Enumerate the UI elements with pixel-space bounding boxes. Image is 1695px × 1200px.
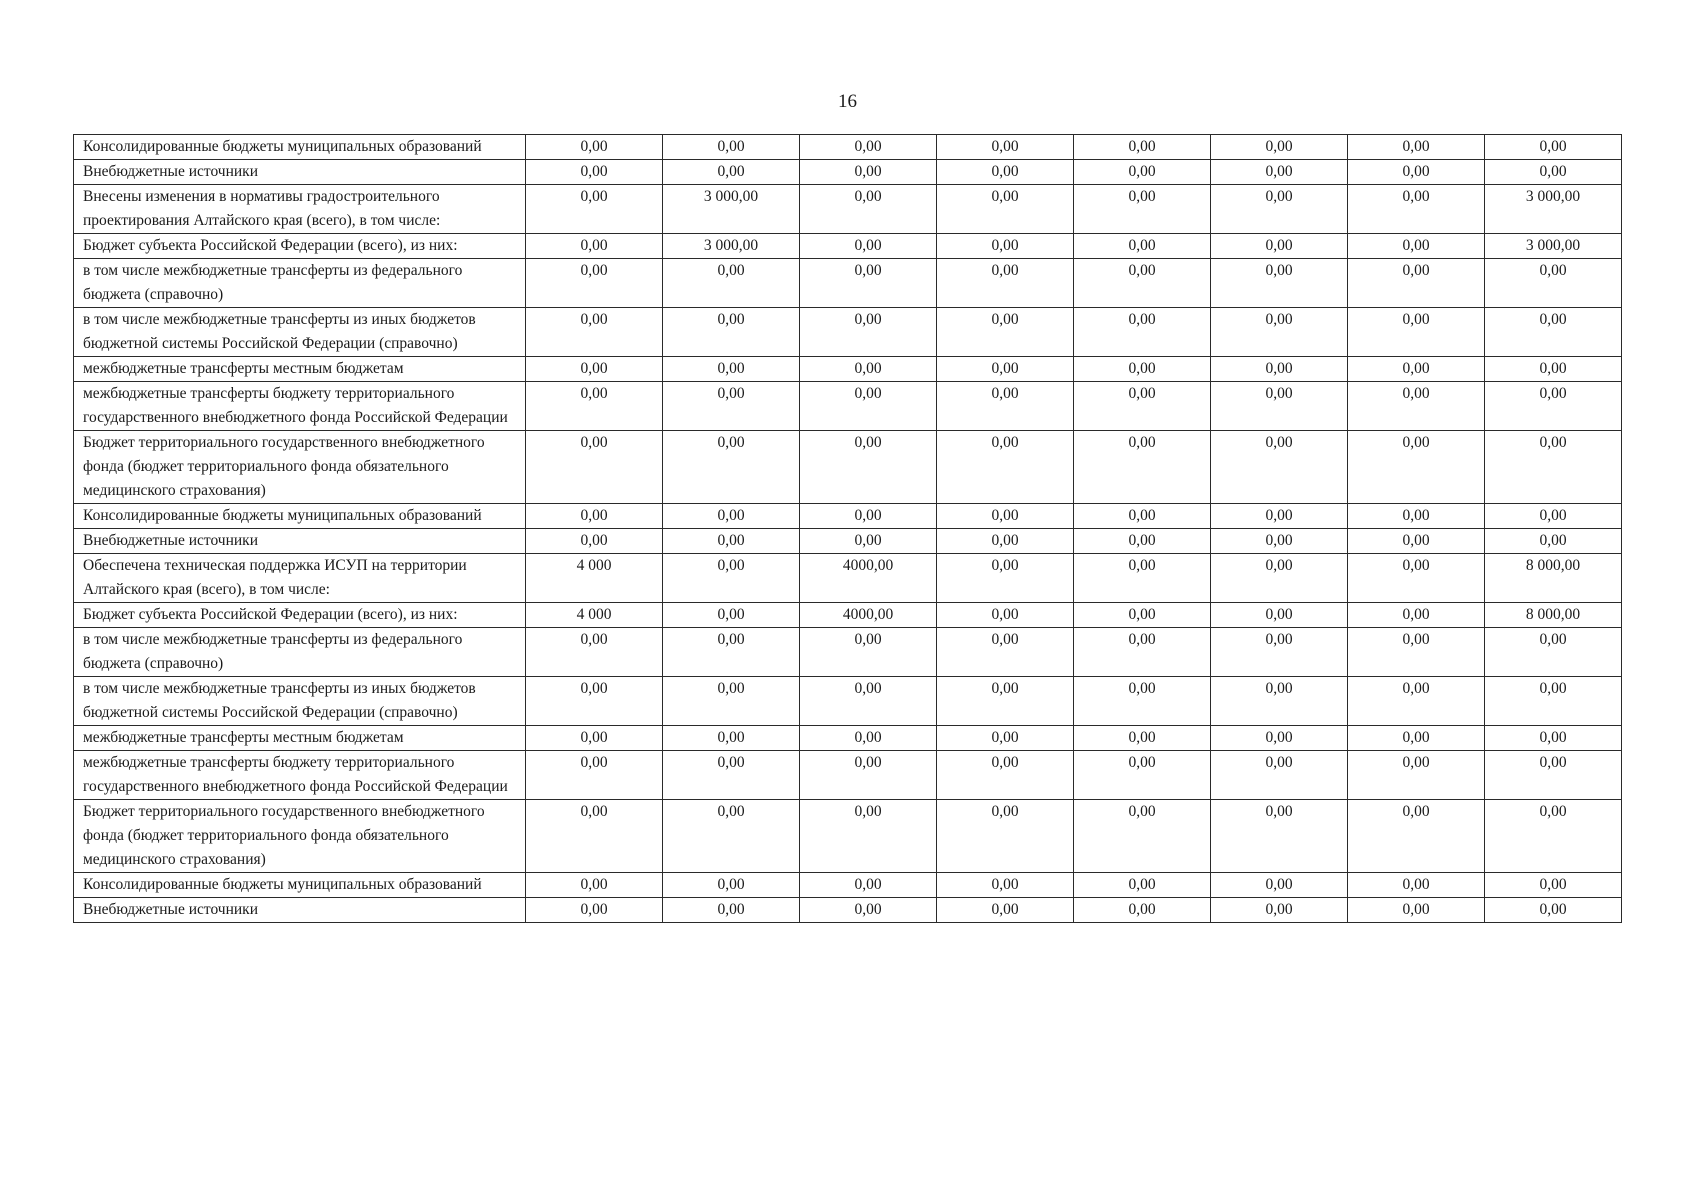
value-cell: 0,00 <box>1074 873 1211 898</box>
value-cell: 0,00 <box>1485 308 1622 357</box>
value-cell: 3 000,00 <box>1485 185 1622 234</box>
table-row <box>74 185 1622 234</box>
value-cell: 0,00 <box>937 529 1074 554</box>
value-cell: 0,00 <box>937 751 1074 800</box>
value-cell: 0,00 <box>526 160 663 185</box>
row-label: Внебюджетные источники <box>74 160 526 185</box>
value-cell: 0,00 <box>937 504 1074 529</box>
value-cell: 0,00 <box>1074 308 1211 357</box>
value-cell: 0,00 <box>1074 185 1211 234</box>
value-cell: 0,00 <box>1211 554 1348 603</box>
value-cell: 0,00 <box>1348 160 1485 185</box>
value-cell: 0,00 <box>526 135 663 160</box>
value-cell: 0,00 <box>663 726 800 751</box>
value-cell: 0,00 <box>937 259 1074 308</box>
value-cell: 0,00 <box>1348 135 1485 160</box>
value-cell: 0,00 <box>937 873 1074 898</box>
value-cell: 0,00 <box>1348 185 1485 234</box>
value-cell: 0,00 <box>800 751 937 800</box>
row-label: Консолидированные бюджеты муниципальных образований <box>74 504 526 529</box>
value-cell: 0,00 <box>800 873 937 898</box>
value-cell: 0,00 <box>937 160 1074 185</box>
value-cell: 0,00 <box>1485 431 1622 504</box>
value-cell: 0,00 <box>1211 135 1348 160</box>
value-cell: 0,00 <box>1485 677 1622 726</box>
table-row <box>74 554 1622 603</box>
value-cell: 0,00 <box>1348 628 1485 677</box>
value-cell: 0,00 <box>937 382 1074 431</box>
value-cell: 0,00 <box>526 185 663 234</box>
value-cell: 0,00 <box>663 603 800 628</box>
value-cell: 0,00 <box>1074 677 1211 726</box>
row-label: межбюджетные трансферты бюджету территориального государственного внебюджетного фонда Российской Федерации <box>74 751 526 800</box>
row-label: Бюджет территориального государственного внебюджетного фонда (бюджет территориального фонда обязательного медицинского страхования) <box>74 431 526 504</box>
value-cell: 0,00 <box>1348 603 1485 628</box>
value-cell: 0,00 <box>663 873 800 898</box>
value-cell: 0,00 <box>1074 554 1211 603</box>
value-cell: 0,00 <box>1211 898 1348 923</box>
value-cell: 0,00 <box>1074 800 1211 873</box>
value-cell: 0,00 <box>1211 529 1348 554</box>
value-cell: 0,00 <box>800 234 937 259</box>
value-cell: 0,00 <box>800 259 937 308</box>
value-cell: 0,00 <box>663 677 800 726</box>
value-cell: 0,00 <box>526 431 663 504</box>
table-row <box>74 431 1622 504</box>
value-cell: 0,00 <box>1211 357 1348 382</box>
value-cell: 0,00 <box>800 160 937 185</box>
value-cell: 0,00 <box>1485 135 1622 160</box>
value-cell: 0,00 <box>937 234 1074 259</box>
value-cell: 4 000 <box>526 554 663 603</box>
value-cell: 0,00 <box>1485 504 1622 529</box>
value-cell: 0,00 <box>937 898 1074 923</box>
value-cell: 0,00 <box>663 504 800 529</box>
row-label: Внебюджетные источники <box>74 529 526 554</box>
value-cell: 0,00 <box>1348 898 1485 923</box>
value-cell: 0,00 <box>663 529 800 554</box>
value-cell: 0,00 <box>1485 259 1622 308</box>
value-cell: 0,00 <box>1074 628 1211 677</box>
value-cell: 0,00 <box>663 431 800 504</box>
value-cell: 0,00 <box>800 726 937 751</box>
value-cell: 0,00 <box>526 308 663 357</box>
value-cell: 0,00 <box>1348 677 1485 726</box>
value-cell: 0,00 <box>1485 382 1622 431</box>
value-cell: 0,00 <box>526 898 663 923</box>
value-cell: 0,00 <box>1211 726 1348 751</box>
value-cell: 0,00 <box>800 382 937 431</box>
value-cell: 0,00 <box>526 529 663 554</box>
value-cell: 0,00 <box>526 357 663 382</box>
value-cell: 0,00 <box>1074 234 1211 259</box>
value-cell: 0,00 <box>1074 135 1211 160</box>
value-cell: 0,00 <box>937 603 1074 628</box>
table-row <box>74 234 1622 259</box>
value-cell: 3 000,00 <box>663 185 800 234</box>
value-cell: 0,00 <box>1348 382 1485 431</box>
table-row <box>74 898 1622 923</box>
value-cell: 0,00 <box>800 504 937 529</box>
value-cell: 0,00 <box>1348 259 1485 308</box>
row-label: межбюджетные трансферты бюджету территориального государственного внебюджетного фонда Российской Федерации <box>74 382 526 431</box>
value-cell: 0,00 <box>800 628 937 677</box>
value-cell: 0,00 <box>526 259 663 308</box>
row-label: Консолидированные бюджеты муниципальных образований <box>74 873 526 898</box>
budget-table <box>73 134 1622 923</box>
value-cell: 0,00 <box>800 135 937 160</box>
table-row <box>74 873 1622 898</box>
value-cell: 0,00 <box>663 160 800 185</box>
value-cell: 0,00 <box>526 628 663 677</box>
value-cell: 0,00 <box>663 800 800 873</box>
value-cell: 0,00 <box>1348 554 1485 603</box>
value-cell: 0,00 <box>1211 873 1348 898</box>
value-cell: 4 000 <box>526 603 663 628</box>
value-cell: 0,00 <box>663 135 800 160</box>
value-cell: 0,00 <box>937 308 1074 357</box>
table-row <box>74 677 1622 726</box>
value-cell: 0,00 <box>1211 628 1348 677</box>
value-cell: 0,00 <box>1348 726 1485 751</box>
value-cell: 4000,00 <box>800 554 937 603</box>
value-cell: 0,00 <box>1211 751 1348 800</box>
table-row <box>74 135 1622 160</box>
value-cell: 0,00 <box>1074 898 1211 923</box>
value-cell: 3 000,00 <box>663 234 800 259</box>
value-cell: 0,00 <box>1211 234 1348 259</box>
table-row <box>74 504 1622 529</box>
value-cell: 0,00 <box>1485 160 1622 185</box>
table-row <box>74 259 1622 308</box>
row-label: Консолидированные бюджеты муниципальных образований <box>74 135 526 160</box>
value-cell: 0,00 <box>663 382 800 431</box>
value-cell: 0,00 <box>800 308 937 357</box>
value-cell: 4000,00 <box>800 603 937 628</box>
value-cell: 0,00 <box>526 677 663 726</box>
value-cell: 0,00 <box>1211 185 1348 234</box>
value-cell: 0,00 <box>526 504 663 529</box>
row-label: межбюджетные трансферты местным бюджетам <box>74 726 526 751</box>
value-cell: 0,00 <box>1485 751 1622 800</box>
row-label: Внебюджетные источники <box>74 898 526 923</box>
value-cell: 0,00 <box>1074 382 1211 431</box>
value-cell: 0,00 <box>663 751 800 800</box>
value-cell: 0,00 <box>800 185 937 234</box>
value-cell: 0,00 <box>526 751 663 800</box>
row-label: межбюджетные трансферты местным бюджетам <box>74 357 526 382</box>
value-cell: 0,00 <box>1211 677 1348 726</box>
row-label: в том числе межбюджетные трансферты из иных бюджетов бюджетной системы Российской Федерации (справочно) <box>74 308 526 357</box>
value-cell: 0,00 <box>800 800 937 873</box>
row-label: в том числе межбюджетные трансферты из федерального бюджета (справочно) <box>74 628 526 677</box>
value-cell: 0,00 <box>1211 603 1348 628</box>
value-cell: 0,00 <box>1074 726 1211 751</box>
budget-table-body <box>74 135 1622 923</box>
value-cell: 0,00 <box>526 382 663 431</box>
value-cell: 0,00 <box>800 529 937 554</box>
row-label: Бюджет территориального государственного внебюджетного фонда (бюджет территориального фонда обязательного медицинского страхования) <box>74 800 526 873</box>
value-cell: 0,00 <box>1211 504 1348 529</box>
value-cell: 0,00 <box>800 431 937 504</box>
value-cell: 0,00 <box>937 431 1074 504</box>
table-row <box>74 628 1622 677</box>
table-row <box>74 751 1622 800</box>
value-cell: 0,00 <box>1485 898 1622 923</box>
table-row <box>74 603 1622 628</box>
value-cell: 0,00 <box>1074 751 1211 800</box>
table-row <box>74 726 1622 751</box>
value-cell: 8 000,00 <box>1485 554 1622 603</box>
value-cell: 0,00 <box>1074 529 1211 554</box>
value-cell: 0,00 <box>1211 800 1348 873</box>
row-label: Бюджет субъекта Российской Федерации (всего), из них: <box>74 234 526 259</box>
value-cell: 0,00 <box>1074 504 1211 529</box>
value-cell: 0,00 <box>1074 603 1211 628</box>
value-cell: 0,00 <box>1348 357 1485 382</box>
row-label: Бюджет субъекта Российской Федерации (всего), из них: <box>74 603 526 628</box>
value-cell: 0,00 <box>937 726 1074 751</box>
value-cell: 0,00 <box>1211 259 1348 308</box>
value-cell: 0,00 <box>526 234 663 259</box>
value-cell: 8 000,00 <box>1485 603 1622 628</box>
row-label: Внесены изменения в нормативы градостроительного проектирования Алтайского края (всего), в том числе: <box>74 185 526 234</box>
value-cell: 0,00 <box>937 800 1074 873</box>
row-label: Обеспечена техническая поддержка ИСУП на территории Алтайского края (всего), в том числе: <box>74 554 526 603</box>
value-cell: 0,00 <box>1348 431 1485 504</box>
value-cell: 0,00 <box>526 800 663 873</box>
value-cell: 0,00 <box>1348 800 1485 873</box>
table-row <box>74 160 1622 185</box>
value-cell: 0,00 <box>800 677 937 726</box>
value-cell: 0,00 <box>1485 873 1622 898</box>
row-label: в том числе межбюджетные трансферты из иных бюджетов бюджетной системы Российской Федерации (справочно) <box>74 677 526 726</box>
value-cell: 0,00 <box>800 898 937 923</box>
value-cell: 0,00 <box>1348 234 1485 259</box>
value-cell: 0,00 <box>1485 529 1622 554</box>
value-cell: 0,00 <box>526 726 663 751</box>
value-cell: 0,00 <box>1074 160 1211 185</box>
table-row <box>74 800 1622 873</box>
value-cell: 0,00 <box>526 873 663 898</box>
value-cell: 0,00 <box>1211 160 1348 185</box>
table-row <box>74 308 1622 357</box>
row-label: в том числе межбюджетные трансферты из федерального бюджета (справочно) <box>74 259 526 308</box>
value-cell: 0,00 <box>1348 529 1485 554</box>
value-cell: 0,00 <box>1348 504 1485 529</box>
value-cell: 0,00 <box>1074 357 1211 382</box>
value-cell: 0,00 <box>663 308 800 357</box>
value-cell: 0,00 <box>663 554 800 603</box>
value-cell: 0,00 <box>663 628 800 677</box>
value-cell: 0,00 <box>1074 431 1211 504</box>
value-cell: 0,00 <box>1348 751 1485 800</box>
value-cell: 0,00 <box>800 357 937 382</box>
value-cell: 0,00 <box>937 357 1074 382</box>
page-number: 16 <box>838 91 857 112</box>
value-cell: 0,00 <box>1348 873 1485 898</box>
value-cell: 0,00 <box>1348 308 1485 357</box>
value-cell: 0,00 <box>937 135 1074 160</box>
value-cell: 0,00 <box>1485 357 1622 382</box>
value-cell: 0,00 <box>1211 382 1348 431</box>
value-cell: 0,00 <box>1485 628 1622 677</box>
value-cell: 0,00 <box>663 898 800 923</box>
value-cell: 0,00 <box>937 628 1074 677</box>
value-cell: 0,00 <box>663 259 800 308</box>
value-cell: 0,00 <box>1485 726 1622 751</box>
table-row <box>74 529 1622 554</box>
value-cell: 0,00 <box>1211 431 1348 504</box>
table-row <box>74 382 1622 431</box>
value-cell: 0,00 <box>1211 308 1348 357</box>
value-cell: 0,00 <box>937 554 1074 603</box>
value-cell: 3 000,00 <box>1485 234 1622 259</box>
value-cell: 0,00 <box>663 357 800 382</box>
value-cell: 0,00 <box>937 185 1074 234</box>
value-cell: 0,00 <box>1485 800 1622 873</box>
table-row <box>74 357 1622 382</box>
value-cell: 0,00 <box>937 677 1074 726</box>
value-cell: 0,00 <box>1074 259 1211 308</box>
